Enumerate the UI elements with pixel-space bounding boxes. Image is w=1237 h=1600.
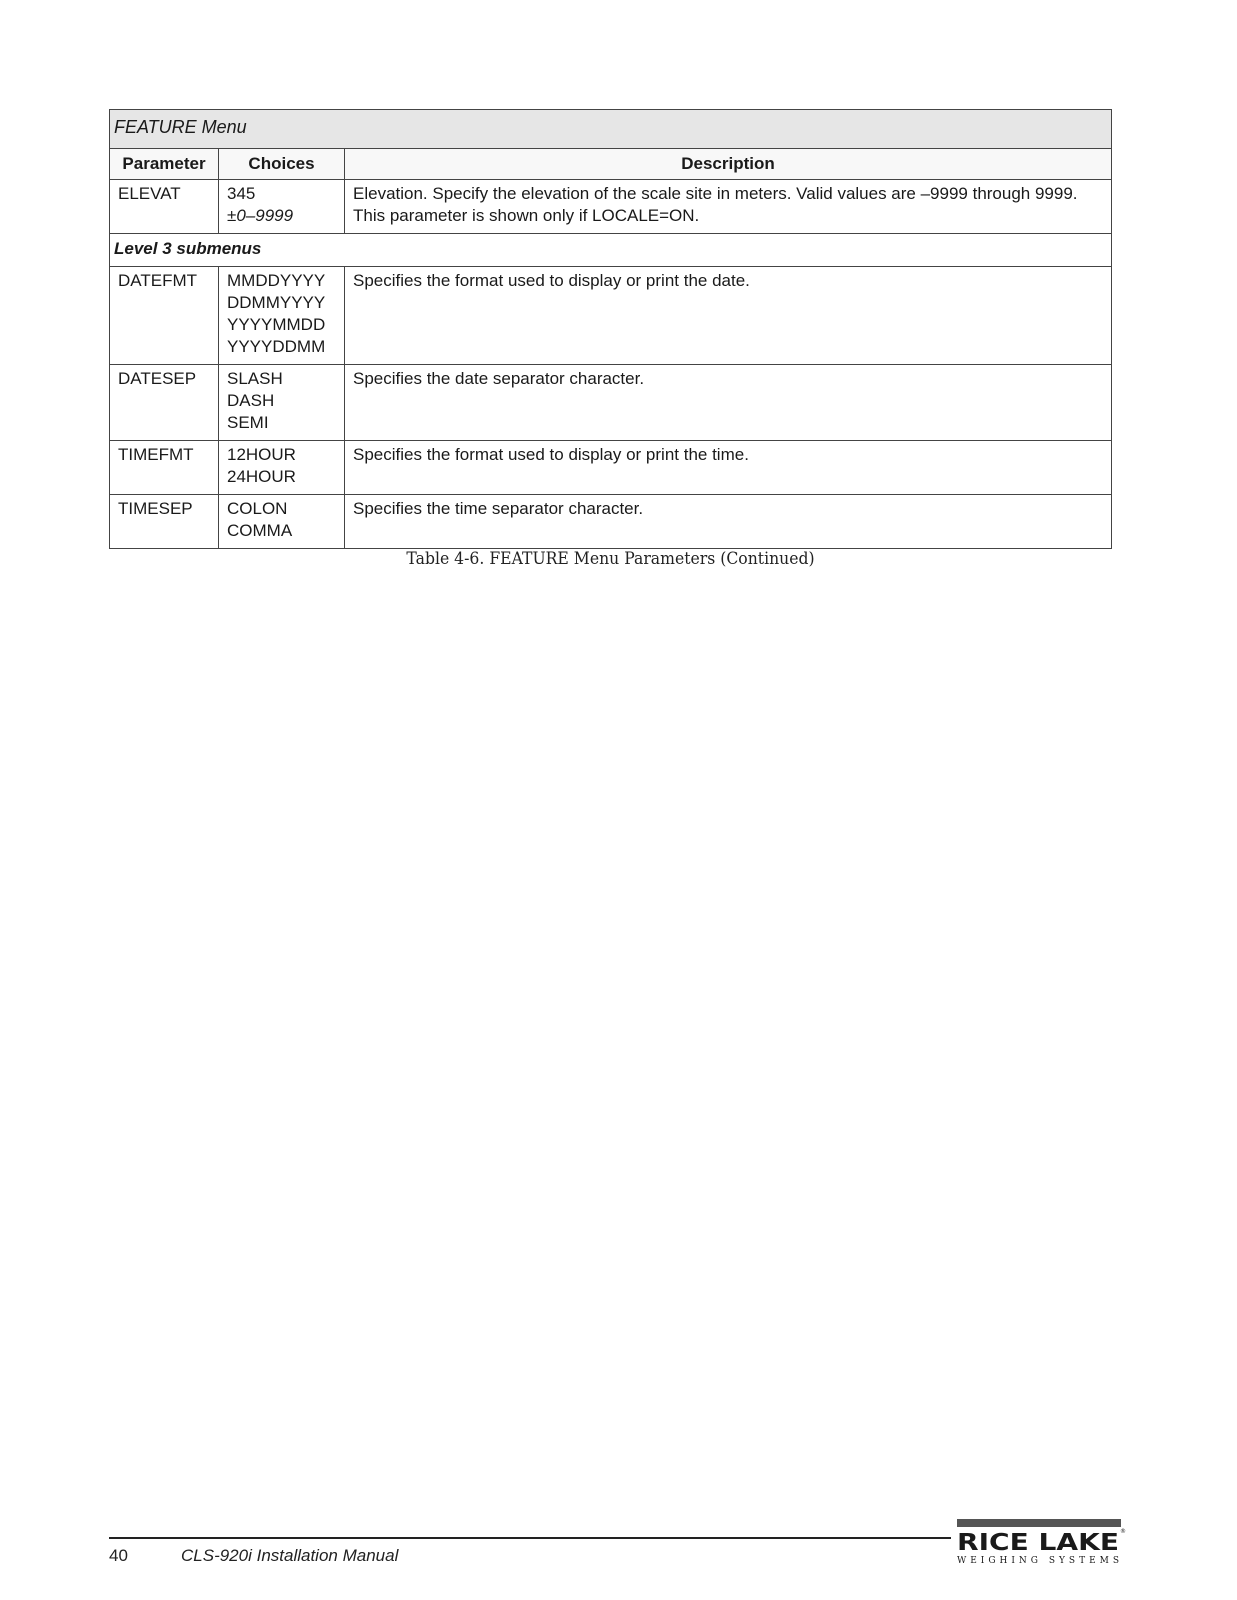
logo-registered: ® — [1120, 1528, 1126, 1535]
table-title: FEATURE Menu — [110, 110, 1112, 149]
choice-value: DASH — [227, 391, 275, 410]
choice-value: YYYYMMDD — [227, 315, 326, 334]
logo-brand: RICE LAKE — [957, 1530, 1119, 1556]
param-elevat: ELEVAT — [110, 180, 219, 234]
table-header-row — [110, 149, 1112, 180]
choice-value: SEMI — [227, 413, 269, 432]
choices-datefmt — [219, 267, 345, 365]
footer-divider — [109, 1537, 951, 1539]
choice-range: ±0–9999 — [227, 206, 294, 225]
header-description: Description — [345, 149, 1112, 180]
param-datesep: DATESEP — [110, 365, 219, 441]
page-number: 40 — [109, 1546, 128, 1565]
table-row — [110, 180, 1112, 234]
table-row — [110, 365, 1112, 441]
feature-menu-table — [109, 109, 1112, 549]
logo-bar-icon — [957, 1519, 1121, 1527]
choice-value: SLASH — [227, 369, 283, 388]
desc-timesep: Specifies the time separator character. — [345, 495, 1112, 549]
choice-value: 24HOUR — [227, 467, 296, 486]
param-timesep: TIMESEP — [110, 495, 219, 549]
desc-timefmt: Specifies the format used to display or print the time. — [345, 441, 1112, 495]
table-title-row — [110, 110, 1112, 149]
choice-value: YYYYDDMM — [227, 337, 326, 356]
section-label: Level 3 submenus — [110, 234, 1112, 267]
choice-value: COLON — [227, 499, 288, 518]
choices-elevat — [219, 180, 345, 234]
desc-datefmt: Specifies the format used to display or print the date. — [345, 267, 1112, 365]
choice-value: 345 — [227, 184, 256, 203]
table-caption: Table 4-6. FEATURE Menu Parameters (Continued) — [406, 549, 815, 569]
choices-timesep — [219, 495, 345, 549]
logo-tagline: WEIGHING SYSTEMS — [957, 1556, 1119, 1566]
choice-value: COMMA — [227, 521, 293, 540]
desc-elevat: Elevation. Specify the elevation of the scale site in meters. Valid values are –9999 through 9999. This parameter is shown only if LOCALE=ON. — [345, 180, 1112, 234]
param-timefmt: TIMEFMT — [110, 441, 219, 495]
table-row — [110, 441, 1112, 495]
desc-datesep: Specifies the date separator character. — [345, 365, 1112, 441]
choice-value: 12HOUR — [227, 445, 296, 464]
choice-value: MMDDYYYY — [227, 271, 326, 290]
choice-value: DDMMYYYY — [227, 293, 326, 312]
choices-timefmt — [219, 441, 345, 495]
param-datefmt: DATEFMT — [110, 267, 219, 365]
table-row — [110, 495, 1112, 549]
header-parameter: Parameter — [110, 149, 219, 180]
header-choices: Choices — [219, 149, 345, 180]
section-row — [110, 234, 1112, 267]
rice-lake-logo — [954, 1519, 1126, 1569]
table-row — [110, 267, 1112, 365]
manual-title: CLS-920i Installation Manual — [181, 1546, 399, 1565]
choices-datesep — [219, 365, 345, 441]
